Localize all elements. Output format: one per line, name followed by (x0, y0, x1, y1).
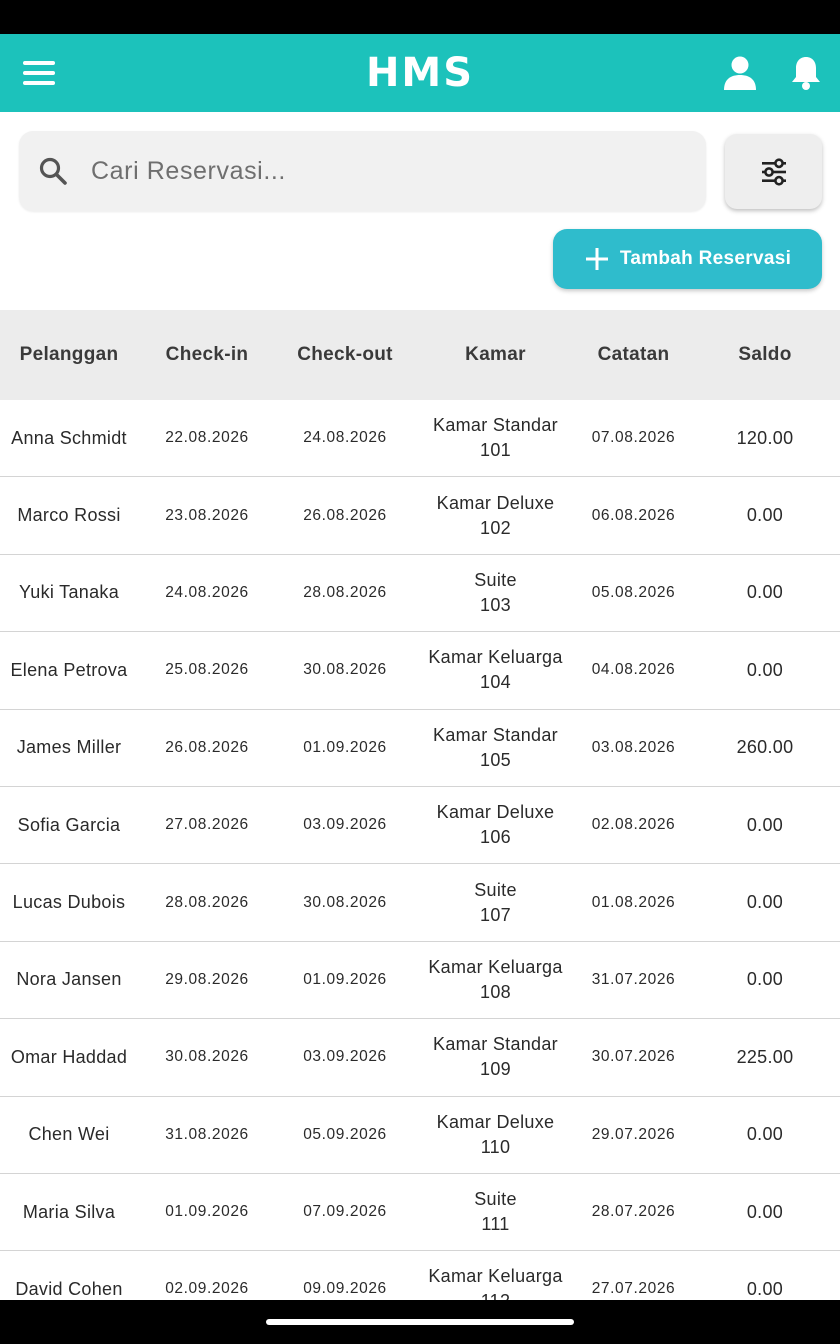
status-bar (0, 0, 840, 34)
room-type: Kamar Keluarga (428, 1266, 563, 1287)
cell-room (414, 413, 577, 463)
notifications-button[interactable] (786, 53, 826, 93)
cell-check-in: 23.08.2026 (165, 506, 249, 524)
room-number: 111 (481, 1214, 510, 1235)
table-row[interactable] (0, 710, 840, 787)
cell-check-in: 25.08.2026 (165, 661, 249, 679)
cell-balance: 120.00 (736, 427, 794, 448)
room-type: Suite (474, 1189, 517, 1210)
cell-notes: 01.08.2026 (591, 893, 676, 911)
cell-check-out: 01.09.2026 (303, 970, 387, 988)
table-row[interactable] (0, 1019, 840, 1096)
cell-check-out: 30.08.2026 (303, 893, 387, 911)
add-reservation-button[interactable] (553, 229, 822, 289)
cell-check-out: 03.09.2026 (303, 816, 387, 834)
table-row[interactable] (0, 942, 840, 1019)
cell-notes: 05.08.2026 (591, 583, 676, 601)
table-row[interactable] (0, 477, 840, 554)
cell-customer: Elena Petrova (10, 659, 128, 680)
column-header-check-in[interactable]: Check-in (165, 344, 249, 365)
table-row[interactable] (0, 864, 840, 941)
room-number: 105 (480, 749, 511, 770)
cell-check-out: 26.08.2026 (303, 506, 387, 524)
cell-check-out: 24.08.2026 (303, 429, 387, 447)
bell-icon (790, 55, 822, 91)
room-number: 109 (480, 1059, 511, 1080)
room-number: 104 (480, 672, 511, 693)
search-input[interactable] (89, 156, 653, 187)
cell-check-in: 26.08.2026 (165, 738, 249, 756)
app-title: HMS (365, 50, 475, 96)
menu-button[interactable] (19, 53, 59, 93)
cell-balance: 0.00 (746, 659, 784, 680)
column-header-notes[interactable]: Catatan (597, 344, 670, 365)
cell-notes: 07.08.2026 (591, 429, 676, 447)
cell-notes: 06.08.2026 (591, 506, 676, 524)
cell-balance: 0.00 (746, 582, 784, 603)
column-header-balance[interactable]: Saldo (738, 344, 792, 365)
cell-balance: 0.00 (746, 814, 784, 835)
cell-notes: 29.07.2026 (591, 1125, 676, 1143)
cell-notes: 28.07.2026 (591, 1203, 676, 1221)
room-number: 108 (480, 981, 511, 1002)
cell-check-out: 05.09.2026 (303, 1125, 387, 1143)
table-header (0, 310, 840, 400)
cell-balance: 225.00 (736, 1046, 794, 1067)
cell-check-in: 02.09.2026 (165, 1280, 249, 1298)
plus-icon (584, 246, 610, 272)
search-bar (19, 131, 706, 211)
cell-notes: 03.08.2026 (591, 738, 676, 756)
cell-balance: 0.00 (746, 505, 784, 526)
cell-balance: 0.00 (746, 1278, 784, 1299)
cell-balance: 260.00 (736, 737, 794, 758)
cell-customer: Omar Haddad (10, 1046, 128, 1067)
cell-customer: James Miller (16, 737, 122, 758)
room-type: Kamar Standar (433, 1034, 558, 1055)
profile-button[interactable] (720, 53, 760, 93)
cell-check-out: 30.08.2026 (303, 661, 387, 679)
cell-customer: Maria Silva (22, 1201, 116, 1222)
cell-room (414, 800, 577, 850)
room-type: Kamar Deluxe (436, 802, 555, 823)
cell-balance: 0.00 (746, 1124, 784, 1145)
table-row[interactable] (0, 1174, 840, 1251)
cell-balance: 0.00 (746, 1201, 784, 1222)
cell-room (414, 878, 577, 928)
cell-check-in: 22.08.2026 (165, 429, 249, 447)
table-row[interactable] (0, 632, 840, 709)
cell-room (414, 1110, 577, 1160)
cell-notes: 02.08.2026 (591, 816, 676, 834)
filter-button[interactable] (725, 134, 822, 209)
cell-customer: Sofia Garcia (17, 814, 121, 835)
column-header-customer[interactable]: Pelanggan (19, 344, 119, 365)
table-body (0, 400, 840, 1329)
tune-sliders-icon (759, 157, 789, 187)
room-type: Kamar Standar (433, 724, 558, 745)
cell-customer: Anna Schmidt (11, 427, 127, 448)
home-indicator[interactable] (266, 1319, 574, 1325)
room-type: Kamar Deluxe (436, 1111, 555, 1132)
room-number: 106 (480, 827, 511, 848)
room-number: 110 (480, 1136, 511, 1157)
cell-customer: Yuki Tanaka (18, 582, 120, 603)
cell-check-in: 27.08.2026 (165, 816, 249, 834)
cell-room (414, 1032, 577, 1082)
cell-customer: Lucas Dubois (12, 892, 126, 913)
table-row[interactable] (0, 787, 840, 864)
cell-balance: 0.00 (746, 892, 784, 913)
cell-check-out: 03.09.2026 (303, 1048, 387, 1066)
hamburger-menu-icon (22, 59, 56, 87)
table-row[interactable] (0, 400, 840, 477)
room-type: Suite (474, 879, 517, 900)
cell-check-in: 28.08.2026 (165, 893, 249, 911)
cell-room (414, 955, 577, 1005)
cell-check-in: 24.08.2026 (165, 583, 249, 601)
room-type: Kamar Keluarga (428, 647, 563, 668)
cell-check-in: 30.08.2026 (165, 1048, 249, 1066)
cell-notes: 27.07.2026 (591, 1280, 676, 1298)
cell-check-in: 29.08.2026 (165, 970, 249, 988)
cell-balance: 0.00 (746, 969, 784, 990)
room-number: 102 (480, 517, 511, 538)
add-reservation-label: Tambah Reservasi (619, 248, 792, 269)
cell-room (414, 491, 577, 541)
cell-customer: Chen Wei (28, 1124, 110, 1145)
table-row[interactable] (0, 555, 840, 632)
room-number: 101 (480, 440, 511, 461)
app-bar (0, 34, 840, 112)
cell-notes: 31.07.2026 (591, 970, 676, 988)
room-type: Kamar Standar (433, 415, 558, 436)
cell-check-out: 09.09.2026 (303, 1280, 387, 1298)
room-number: 103 (480, 594, 511, 615)
cell-room (414, 723, 577, 773)
cell-check-out: 28.08.2026 (303, 583, 387, 601)
cell-notes: 30.07.2026 (591, 1048, 676, 1066)
person-icon (723, 55, 757, 91)
room-number: 107 (480, 904, 511, 925)
cell-customer: Marco Rossi (17, 505, 121, 526)
table-row[interactable] (0, 1097, 840, 1174)
cell-check-out: 01.09.2026 (303, 738, 387, 756)
room-type: Kamar Keluarga (428, 956, 563, 977)
cell-check-in: 31.08.2026 (165, 1125, 249, 1143)
cell-customer: David Cohen (15, 1278, 123, 1299)
room-type: Suite (474, 569, 517, 590)
cell-check-in: 01.09.2026 (165, 1203, 249, 1221)
cell-room (414, 568, 577, 618)
system-navigation-bar (0, 1300, 840, 1344)
reservations-table (0, 310, 840, 1300)
cell-room (414, 645, 577, 695)
search-icon (35, 153, 71, 189)
room-type: Kamar Deluxe (436, 492, 555, 513)
column-header-room[interactable]: Kamar (465, 344, 526, 365)
cell-customer: Nora Jansen (16, 969, 122, 990)
cell-notes: 04.08.2026 (591, 661, 676, 679)
cell-room (414, 1187, 577, 1237)
cell-check-out: 07.09.2026 (303, 1203, 387, 1221)
column-header-check-out[interactable]: Check-out (297, 344, 393, 365)
